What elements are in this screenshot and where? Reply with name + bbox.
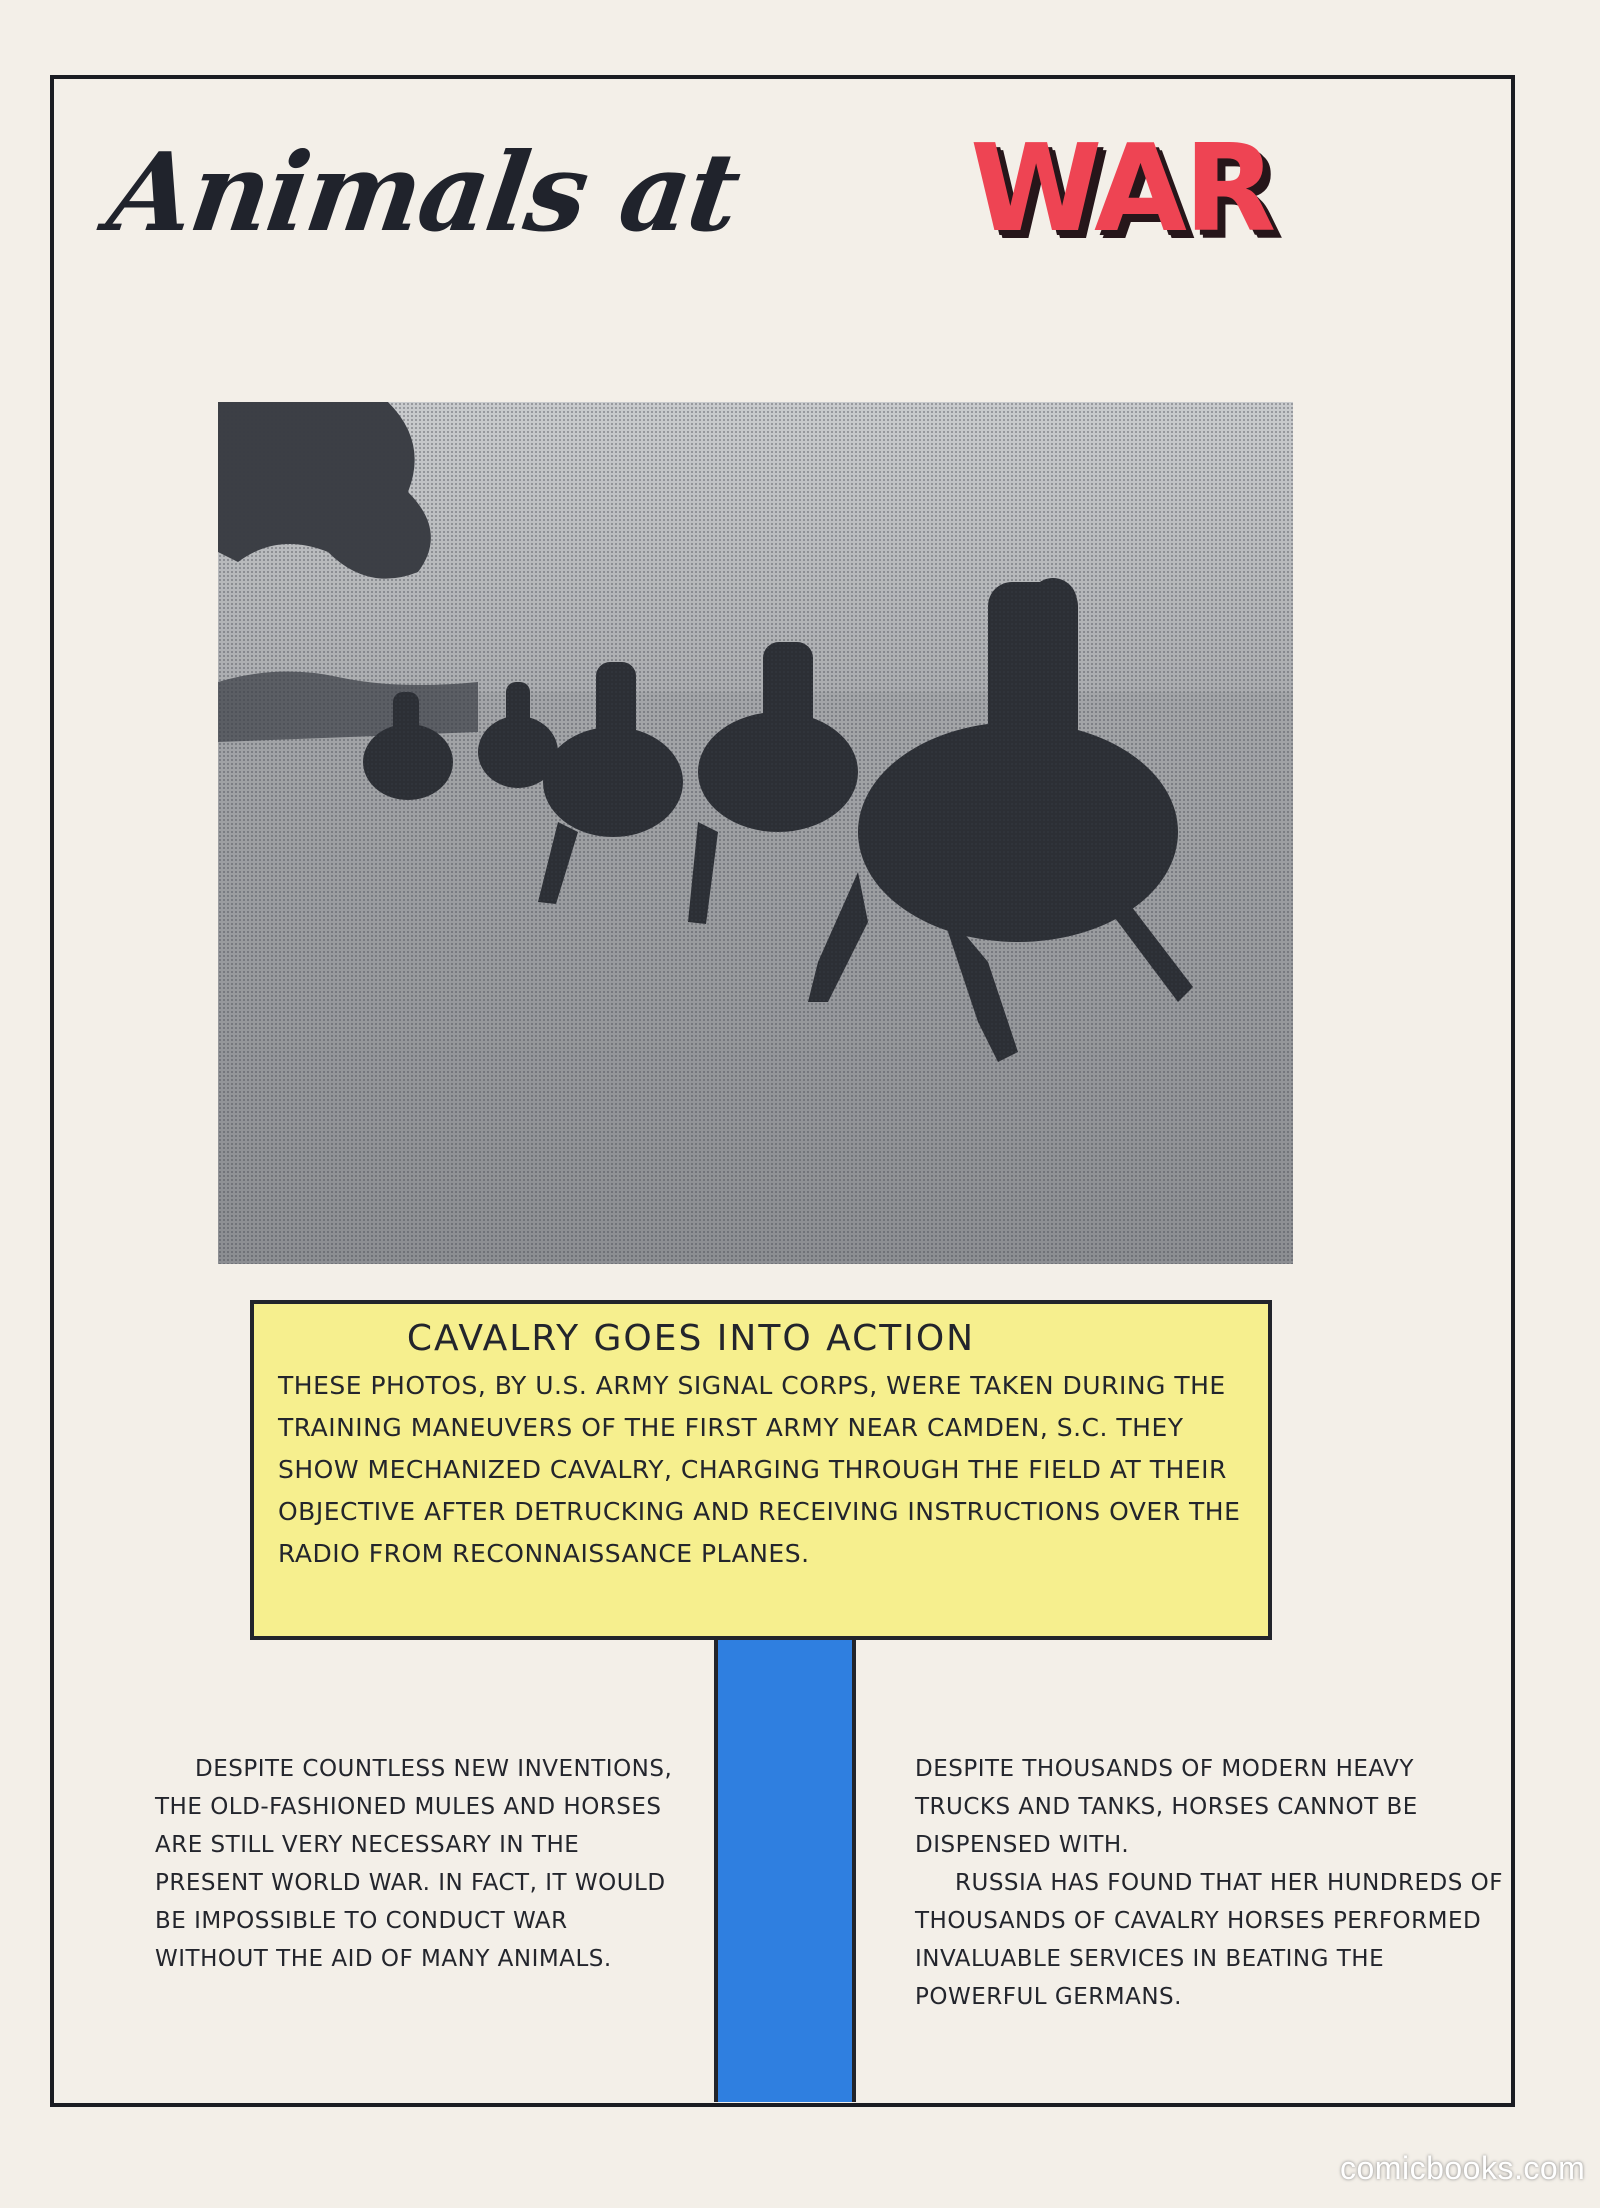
caption-box: [250, 1300, 1272, 1640]
right-column: [915, 1750, 1515, 2016]
cavalry-photo: [218, 402, 1293, 1264]
watermark: comicbooks.com: [1340, 2150, 1586, 2186]
signpost-pole: [714, 1640, 856, 2102]
right-column-paragraph-2: RUSSIA HAS FOUND THAT HER HUNDREDS OF THOUSANDS OF CAVALRY HORSES PERFORMED INVALUABLE SERVICES IN BEATING THE POWERFUL GERMANS.: [915, 1870, 1503, 2010]
left-column-text: DESPITE COUNTLESS NEW INVENTIONS, THE OLD-FASHIONED MULES AND HORSES ARE STILL VERY NECESSARY IN THE PRESENT WORLD WAR. IN FACT, IT WOULD BE IMPOSSIBLE TO CONDUCT WAR WITHOUT THE AID OF MANY ANIMALS.: [155, 1756, 673, 1972]
title-script-text: Animals at: [101, 130, 746, 256]
title-war-text: WAR: [970, 120, 1274, 259]
caption-heading: CAVALRY GOES INTO ACTION: [406, 1318, 976, 1359]
right-column-paragraph-1: DESPITE THOUSANDS OF MODERN HEAVY TRUCKS AND TANKS, HORSES CANNOT BE DISPENSED WITH.: [915, 1756, 1418, 1858]
left-column: [155, 1750, 685, 1978]
caption-text: THESE PHOTOS, BY U.S. ARMY SIGNAL CORPS, WERE TAKEN DURING THE TRAINING MANEUVERS OF THE FIRST ARMY NEAR CAMDEN, S.C. THEY SHOW MECHANIZED CAVALRY, CHARGING THROUGH THE FIELD AT THEIR OBJECTIVE AFTER DETRUCKING AND RECEIVING INSTRUCTIONS OVER THE RADIO FROM RECONNAISSANCE PLANES.: [278, 1371, 1241, 1568]
